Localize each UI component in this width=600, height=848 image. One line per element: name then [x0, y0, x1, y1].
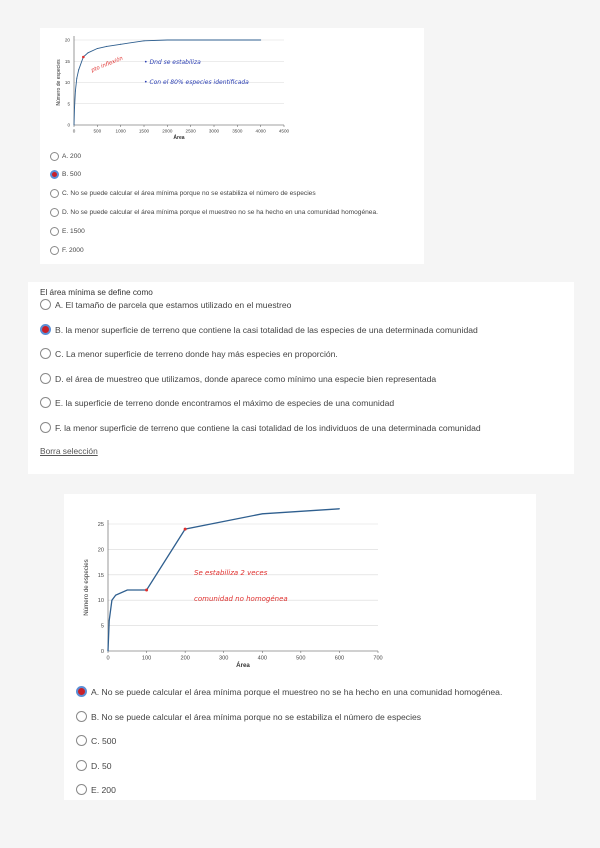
data-point [74, 108, 75, 109]
question-card-3 [64, 494, 536, 800]
y-tick-label: 25 [97, 521, 104, 528]
option-label: C. No se puede calcular el área mínima porque no se estabiliza el número de especies [62, 190, 316, 197]
option-label: F. la menor superficie de terreno que contiene la casi totalidad de los individuos de una determinada comunidad [55, 422, 481, 433]
question-title: El área mínima se define como [40, 288, 153, 297]
option-label: B. la menor superficie de terreno que contiene la casi totalidad de las especies de una determinada comunidad [55, 324, 478, 335]
option-label: B. No se puede calcular el área mínima porque no se estabiliza el número de especies [91, 711, 422, 722]
x-tick-label: 3500 [232, 128, 243, 134]
radio-button[interactable] [40, 324, 51, 335]
data-point [88, 52, 89, 53]
radio-button[interactable] [50, 152, 59, 161]
answer-option[interactable] [40, 299, 291, 310]
data-point [214, 40, 215, 41]
answer-option[interactable] [50, 152, 81, 161]
data-point [97, 48, 98, 49]
data-point [75, 91, 76, 92]
option-label: F. 2000 [62, 247, 84, 254]
answer-option[interactable] [76, 735, 116, 746]
x-tick-label: 1000 [115, 128, 126, 134]
y-tick-label: 5 [100, 623, 104, 630]
data-point [74, 125, 75, 126]
y-tick-label: 10 [97, 598, 104, 605]
data-point [144, 40, 145, 41]
radio-button[interactable] [50, 208, 59, 217]
question-card-2 [28, 282, 574, 474]
data-point [76, 78, 77, 79]
x-tick-label: 2500 [185, 128, 196, 134]
data-point [190, 40, 191, 41]
data-point [106, 46, 107, 47]
option-label: A. El tamaño de parcela que estamos utilizado en el muestreo [55, 299, 292, 310]
option-label: D. 50 [91, 760, 112, 771]
answer-option[interactable] [76, 686, 502, 697]
data-line [108, 509, 339, 651]
data-point [262, 513, 263, 514]
y-axis-title: Número de especies [83, 559, 90, 616]
x-tick-label: 500 [93, 128, 102, 134]
x-axis-title: Área [236, 662, 250, 670]
species-area-chart-1 [40, 28, 424, 148]
data-point [78, 69, 79, 70]
data-point [127, 590, 128, 591]
data-point [108, 651, 109, 652]
answer-option[interactable] [50, 189, 316, 198]
x-tick-label: 100 [141, 655, 152, 662]
handwritten-note: pto inflexión [90, 55, 124, 74]
answer-option[interactable] [50, 227, 85, 236]
radio-button[interactable] [40, 348, 51, 359]
plateau-marker [184, 528, 187, 531]
x-tick-label: 0 [72, 128, 76, 134]
radio-button[interactable] [40, 422, 51, 433]
option-label: A. 200 [62, 153, 82, 160]
y-axis-title: Número de especies [56, 59, 62, 106]
x-tick-label: 600 [334, 655, 345, 662]
x-tick-label: 3000 [208, 128, 220, 134]
radio-button[interactable] [50, 246, 59, 255]
species-area-chart-2 [64, 494, 536, 678]
x-tick-label: 4000 [255, 128, 266, 134]
x-tick-label: 1500 [138, 128, 150, 134]
question-card-1 [40, 28, 424, 264]
option-label: C. 500 [91, 735, 117, 746]
radio-button[interactable] [50, 227, 59, 236]
answer-option[interactable] [40, 348, 338, 359]
x-tick-label: 300 [219, 655, 229, 662]
data-point [120, 44, 121, 45]
y-tick-label: 20 [97, 547, 104, 554]
y-tick-label: 15 [97, 572, 104, 579]
radio-button[interactable] [50, 170, 59, 179]
option-label: C. La menor superficie de terreno donde hay más especies en proporción. [55, 348, 338, 359]
clear-selection-link[interactable]: Borra selección [40, 446, 98, 456]
radio-button[interactable] [40, 299, 51, 310]
handwritten-note: • Con el 80% especies identificada [144, 79, 249, 86]
y-tick-label: 10 [64, 80, 70, 86]
plateau-marker [145, 589, 148, 592]
x-tick-label: 2000 [162, 128, 173, 134]
option-label: E. 200 [91, 784, 116, 795]
option-label: D. el área de muestreo que utilizamos, donde aparece como mínimo una especie bien representada [55, 373, 437, 384]
answer-option[interactable] [76, 784, 116, 795]
x-tick-label: 700 [373, 655, 383, 662]
radio-button[interactable] [40, 373, 51, 384]
data-point [111, 600, 112, 601]
y-tick-label: 15 [64, 58, 70, 64]
data-point [339, 508, 340, 509]
x-tick-label: 500 [296, 655, 306, 662]
radio-button[interactable] [50, 189, 59, 198]
handwritten-note: comunidad no homogénea [194, 595, 288, 603]
data-point [167, 40, 168, 41]
option-label: E. la superficie de terreno donde encontramos el máximo de especies de una comunidad [55, 397, 395, 408]
answer-option[interactable] [40, 373, 436, 384]
data-point [260, 40, 261, 41]
handwritten-note: Se estabiliza 2 veces [194, 569, 268, 577]
y-tick-label: 5 [67, 101, 70, 107]
radio-button[interactable] [76, 784, 87, 795]
answer-option[interactable] [76, 760, 112, 771]
option-label: A. No se puede calcular el área mínima porque el muestreo no se ha hecho en una comunidad homogénea. [91, 686, 503, 697]
answer-option[interactable] [40, 397, 394, 408]
data-point [115, 595, 116, 596]
x-tick-label: 200 [180, 655, 190, 662]
x-tick-label: 0 [106, 655, 110, 662]
answer-option[interactable] [40, 324, 478, 335]
answer-option[interactable] [76, 711, 421, 722]
x-tick-label: 4500 [278, 128, 290, 134]
handwritten-note: • Dnd se estabiliza [144, 59, 201, 66]
data-point [109, 620, 110, 621]
answer-option[interactable] [50, 170, 81, 179]
inflection-marker [82, 56, 85, 59]
data-point [237, 40, 238, 41]
y-tick-label: 0 [67, 122, 70, 128]
option-label: E. 1500 [62, 228, 85, 235]
answer-option[interactable] [50, 246, 84, 255]
radio-button[interactable] [40, 397, 51, 408]
option-label: D. No se puede calcular el área mínima porque el muestreo no se ha hecho en una comunidad homogénea. [62, 209, 378, 216]
radio-button[interactable] [76, 735, 87, 746]
x-tick-label: 400 [257, 655, 267, 662]
y-tick-label: 20 [64, 37, 70, 43]
option-label: B. 500 [62, 171, 82, 178]
answer-option[interactable] [40, 422, 481, 433]
x-axis-title: Área [173, 135, 185, 142]
radio-button[interactable] [76, 686, 87, 697]
radio-button[interactable] [76, 711, 87, 722]
y-tick-label: 0 [100, 648, 104, 655]
radio-button[interactable] [76, 760, 87, 771]
answer-option[interactable] [50, 208, 378, 217]
